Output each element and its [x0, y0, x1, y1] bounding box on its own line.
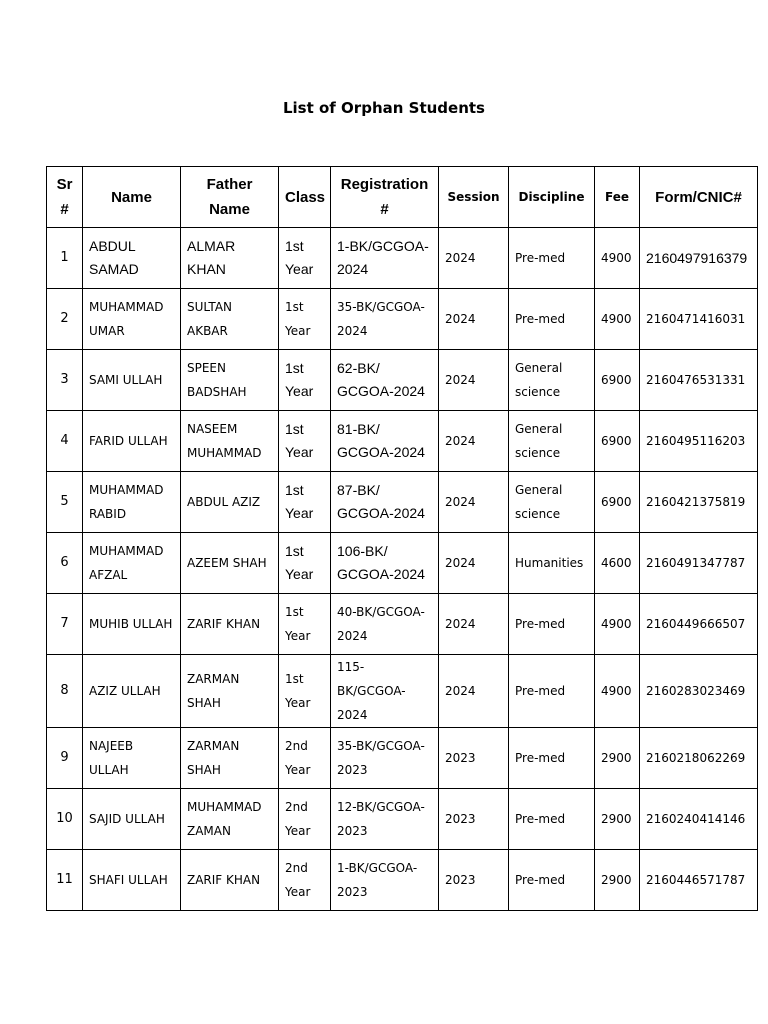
registration-cell: 1-BK/GCGOA-2023 — [331, 850, 439, 911]
sr-cell: 1 — [47, 228, 83, 289]
discipline-cell: General science — [509, 472, 595, 533]
fee-cell: 4600 — [595, 533, 640, 594]
cnic-cell: 2160471416031 — [640, 289, 758, 350]
discipline-cell: Pre-med — [509, 789, 595, 850]
father-name-cell: ZARIF KHAN — [181, 850, 279, 911]
session-cell: 2023 — [439, 789, 509, 850]
registration-cell: 40-BK/GCGOA-2024 — [331, 594, 439, 655]
sr-cell: 11 — [47, 850, 83, 911]
header-class: Class — [279, 167, 331, 228]
fee-cell: 4900 — [595, 228, 640, 289]
class-cell: 1st Year — [279, 533, 331, 594]
table-row — [47, 594, 758, 655]
sr-cell: 9 — [47, 728, 83, 789]
class-cell: 2nd Year — [279, 789, 331, 850]
registration-cell: 35-BK/GCGOA-2024 — [331, 289, 439, 350]
session-cell: 2024 — [439, 472, 509, 533]
header-registration: Registration # — [331, 167, 439, 228]
sr-cell: 7 — [47, 594, 83, 655]
name-cell: MUHAMMAD UMAR — [83, 289, 181, 350]
registration-cell: 115-BK/GCGOA-2024 — [331, 655, 439, 728]
fee-cell: 2900 — [595, 789, 640, 850]
registration-cell: 1-BK/GCGOA-2024 — [331, 228, 439, 289]
class-cell: 1st Year — [279, 655, 331, 728]
discipline-cell: General science — [509, 411, 595, 472]
registration-cell: 87-BK/ GCGOA-2024 — [331, 472, 439, 533]
sr-cell: 5 — [47, 472, 83, 533]
discipline-cell: Humanities — [509, 533, 595, 594]
table-row — [47, 472, 758, 533]
header-discipline: Discipline — [509, 167, 595, 228]
table-header-row — [47, 167, 758, 228]
fee-cell: 2900 — [595, 728, 640, 789]
name-cell: MUHAMMAD RABID — [83, 472, 181, 533]
sr-cell: 8 — [47, 655, 83, 728]
registration-cell: 106-BK/ GCGOA-2024 — [331, 533, 439, 594]
header-cnic: Form/CNIC# — [640, 167, 758, 228]
sr-cell: 3 — [47, 350, 83, 411]
discipline-cell: Pre-med — [509, 655, 595, 728]
session-cell: 2024 — [439, 289, 509, 350]
registration-cell: 81-BK/ GCGOA-2024 — [331, 411, 439, 472]
name-cell: SHAFI ULLAH — [83, 850, 181, 911]
class-cell: 2nd Year — [279, 850, 331, 911]
registration-cell: 12-BK/GCGOA-2023 — [331, 789, 439, 850]
table-row — [47, 228, 758, 289]
class-cell: 1st Year — [279, 228, 331, 289]
header-sr: Sr # — [47, 167, 83, 228]
fee-cell: 4900 — [595, 655, 640, 728]
father-name-cell: MUHAMMAD ZAMAN — [181, 789, 279, 850]
session-cell: 2024 — [439, 655, 509, 728]
cnic-cell: 2160497916379 — [640, 228, 758, 289]
father-name-cell: ALMAR KHAN — [181, 228, 279, 289]
cnic-cell: 2160491347787 — [640, 533, 758, 594]
sr-cell: 6 — [47, 533, 83, 594]
registration-cell: 35-BK/GCGOA-2023 — [331, 728, 439, 789]
father-name-cell: SULTAN AKBAR — [181, 289, 279, 350]
session-cell: 2023 — [439, 850, 509, 911]
cnic-cell: 2160446571787 — [640, 850, 758, 911]
session-cell: 2024 — [439, 228, 509, 289]
father-name-cell: ZARMAN SHAH — [181, 728, 279, 789]
discipline-cell: Pre-med — [509, 289, 595, 350]
cnic-cell: 2160421375819 — [640, 472, 758, 533]
name-cell: MUHIB ULLAH — [83, 594, 181, 655]
discipline-cell: General science — [509, 350, 595, 411]
discipline-cell: Pre-med — [509, 228, 595, 289]
table-row — [47, 289, 758, 350]
discipline-cell: Pre-med — [509, 728, 595, 789]
cnic-cell: 2160476531331 — [640, 350, 758, 411]
session-cell: 2024 — [439, 411, 509, 472]
session-cell: 2024 — [439, 350, 509, 411]
father-name-cell: ZARIF KHAN — [181, 594, 279, 655]
discipline-cell: Pre-med — [509, 594, 595, 655]
name-cell: NAJEEB ULLAH — [83, 728, 181, 789]
table-row — [47, 533, 758, 594]
header-fee: Fee — [595, 167, 640, 228]
name-cell: AZIZ ULLAH — [83, 655, 181, 728]
name-cell: MUHAMMAD AFZAL — [83, 533, 181, 594]
table-row — [47, 850, 758, 911]
cnic-cell: 2160449666507 — [640, 594, 758, 655]
header-name: Name — [83, 167, 181, 228]
class-cell: 1st Year — [279, 472, 331, 533]
session-cell: 2024 — [439, 594, 509, 655]
cnic-cell: 2160283023469 — [640, 655, 758, 728]
class-cell: 2nd Year — [279, 728, 331, 789]
fee-cell: 6900 — [595, 411, 640, 472]
sr-cell: 4 — [47, 411, 83, 472]
cnic-cell: 2160240414146 — [640, 789, 758, 850]
session-cell: 2023 — [439, 728, 509, 789]
fee-cell: 4900 — [595, 289, 640, 350]
father-name-cell: ZARMAN SHAH — [181, 655, 279, 728]
class-cell: 1st Year — [279, 289, 331, 350]
father-name-cell: SPEEN BADSHAH — [181, 350, 279, 411]
table-row — [47, 789, 758, 850]
father-name-cell: ABDUL AZIZ — [181, 472, 279, 533]
class-cell: 1st Year — [279, 411, 331, 472]
cnic-cell: 2160495116203 — [640, 411, 758, 472]
table-row — [47, 655, 758, 728]
registration-cell: 62-BK/ GCGOA-2024 — [331, 350, 439, 411]
class-cell: 1st Year — [279, 350, 331, 411]
name-cell: FARID ULLAH — [83, 411, 181, 472]
father-name-cell: NASEEM MUHAMMAD — [181, 411, 279, 472]
header-father-name: Father Name — [181, 167, 279, 228]
header-session: Session — [439, 167, 509, 228]
name-cell: SAJID ULLAH — [83, 789, 181, 850]
sr-cell: 10 — [47, 789, 83, 850]
fee-cell: 2900 — [595, 850, 640, 911]
table-row — [47, 350, 758, 411]
orphan-students-table — [46, 166, 758, 911]
name-cell: ABDUL SAMAD — [83, 228, 181, 289]
father-name-cell: AZEEM SHAH — [181, 533, 279, 594]
table-row — [47, 728, 758, 789]
page-title: List of Orphan Students — [282, 99, 485, 117]
fee-cell: 6900 — [595, 350, 640, 411]
fee-cell: 6900 — [595, 472, 640, 533]
class-cell: 1st Year — [279, 594, 331, 655]
cnic-cell: 2160218062269 — [640, 728, 758, 789]
table-row — [47, 411, 758, 472]
discipline-cell: Pre-med — [509, 850, 595, 911]
fee-cell: 4900 — [595, 594, 640, 655]
sr-cell: 2 — [47, 289, 83, 350]
name-cell: SAMI ULLAH — [83, 350, 181, 411]
session-cell: 2024 — [439, 533, 509, 594]
